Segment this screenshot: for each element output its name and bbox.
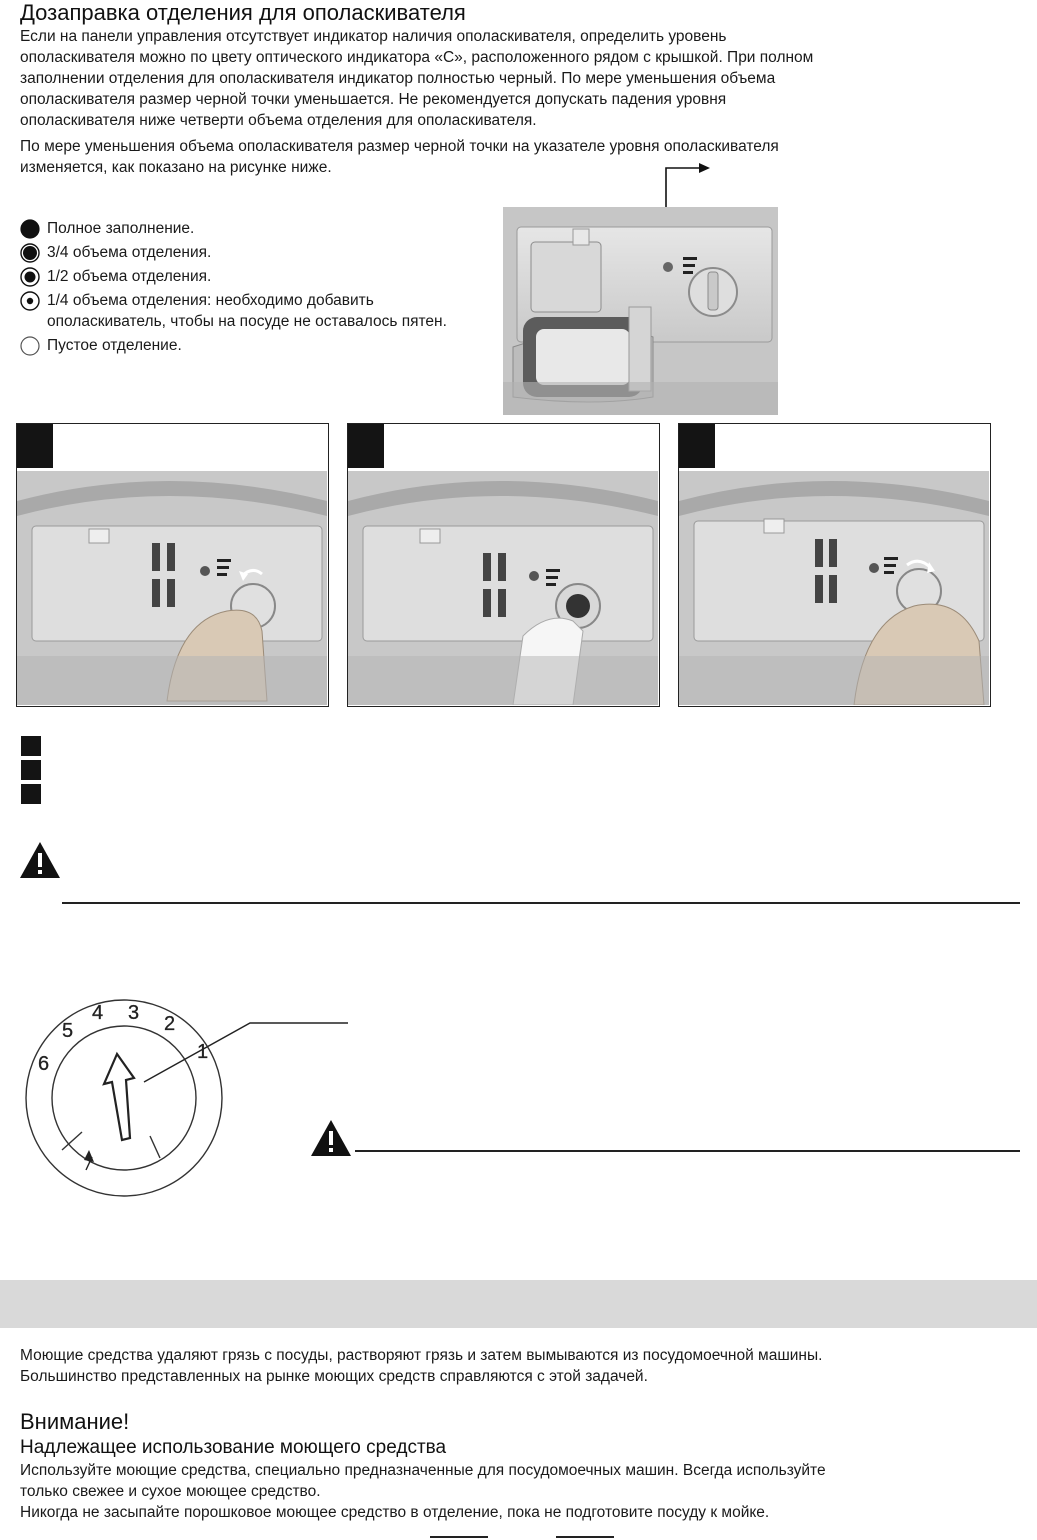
page-title: Дозаправка отделения для ополаскивателя (20, 0, 466, 25)
dot-three-quarter-icon (20, 243, 40, 263)
attention-heading: Внимание! (20, 1409, 130, 1434)
level-note-paragraph (20, 136, 1010, 178)
dispenser-illustration (503, 207, 778, 415)
legend-label: Пустое отделение. (47, 337, 182, 354)
dot-quarter-icon (20, 291, 40, 311)
warning-icon (18, 840, 62, 880)
step-photo-fill-rinse-aid (348, 471, 658, 705)
dial-number-1: 1 (197, 1041, 209, 1063)
rinse-aid-dial-diagram (22, 992, 352, 1202)
usage-subheading: Надлежащее использование моющего средства (20, 1437, 447, 1458)
usage-line: только свежее и сухое моющее средство. (20, 1483, 321, 1500)
intro-line: Если на панели управления отсутствует индикатор наличия ополаскивателя, определить уровень (20, 28, 727, 45)
step-number-block (348, 424, 384, 468)
detergent-intro (20, 1345, 1010, 1387)
step-marker (21, 760, 41, 780)
intro-line: ополаскивателя размер черной точки уменьшается. Не рекомендуется допускать падения уровня (20, 91, 727, 108)
cutoff-figure-top (556, 1536, 614, 1538)
legend-label: Полное заполнение. (47, 220, 195, 237)
section-header-band (0, 1280, 1037, 1328)
step-number-block (17, 424, 53, 468)
intro-line: ополаскивателя ниже четверти объема отделения для ополаскивателя. (20, 112, 537, 129)
step-photo-open-cap (17, 471, 327, 705)
dial-number-2: 2 (164, 1013, 176, 1035)
step-number-block (679, 424, 715, 468)
dispenser-photo (503, 207, 778, 415)
warning-rule (355, 1150, 1020, 1152)
cutoff-figure-top (430, 1536, 488, 1538)
dial-number-6: 6 (38, 1053, 50, 1075)
dial-number-5: 5 (62, 1020, 74, 1042)
warning-icon (309, 1118, 353, 1158)
step-marker (21, 736, 41, 756)
detergent-line: Большинство представленных на рынке моющих средств справляются с этой задачей. (20, 1368, 648, 1385)
intro-line: ополаскивателя можно по цвету оптического индикатора «С», расположенного рядом с крышкой. При полном (20, 49, 814, 66)
step-photo-close-cap (679, 471, 989, 705)
level-note-line: изменяется, как показано на рисунке ниже. (20, 159, 332, 176)
usage-paragraph (20, 1460, 1010, 1523)
detergent-line: Моющие средства удаляют грязь с посуды, растворяют грязь и затем вымываются из посудомоечной машины. (20, 1347, 823, 1364)
dot-empty-icon (20, 336, 40, 356)
dial-number-3: 3 (128, 1002, 140, 1024)
usage-line: Используйте моющие средства, специально предназначенные для посудомоечных машин. Всегда используйте (20, 1462, 826, 1479)
intro-line: заполнении отделения для ополаскивателя индикатор полностью черный. По мере уменьшения объема (20, 70, 776, 87)
step-frame-3 (678, 423, 991, 707)
legend-item-full (20, 218, 465, 239)
legend-item-half (20, 266, 465, 287)
level-note-line: По мере уменьшения объема ополаскивателя размер черной точки на указателе уровня ополаскивателя (20, 138, 779, 155)
dot-half-icon (20, 267, 40, 287)
step-marker (21, 784, 41, 804)
legend-item-empty (20, 335, 465, 356)
legend-label: 1/4 объема отделения: необходимо добавить ополаскиватель, чтобы на посуде не оставалось пятен. (47, 292, 447, 330)
legend-label: 3/4 объема отделения. (47, 244, 212, 261)
legend-label: 1/2 объема отделения. (47, 268, 212, 285)
dial-number-4: 4 (92, 1002, 104, 1024)
warning-rule (62, 902, 1020, 904)
level-legend (20, 218, 465, 359)
step-frame-2 (347, 423, 660, 707)
intro-paragraph (20, 26, 1010, 131)
step-frame-1 (16, 423, 329, 707)
legend-item-three-quarter (20, 242, 465, 263)
dot-full-icon (20, 219, 40, 239)
legend-item-quarter (20, 290, 465, 332)
usage-line: Никогда не засыпайте порошковое моющее средство в отделение, пока не подготовите посуду к мойке. (20, 1504, 770, 1521)
